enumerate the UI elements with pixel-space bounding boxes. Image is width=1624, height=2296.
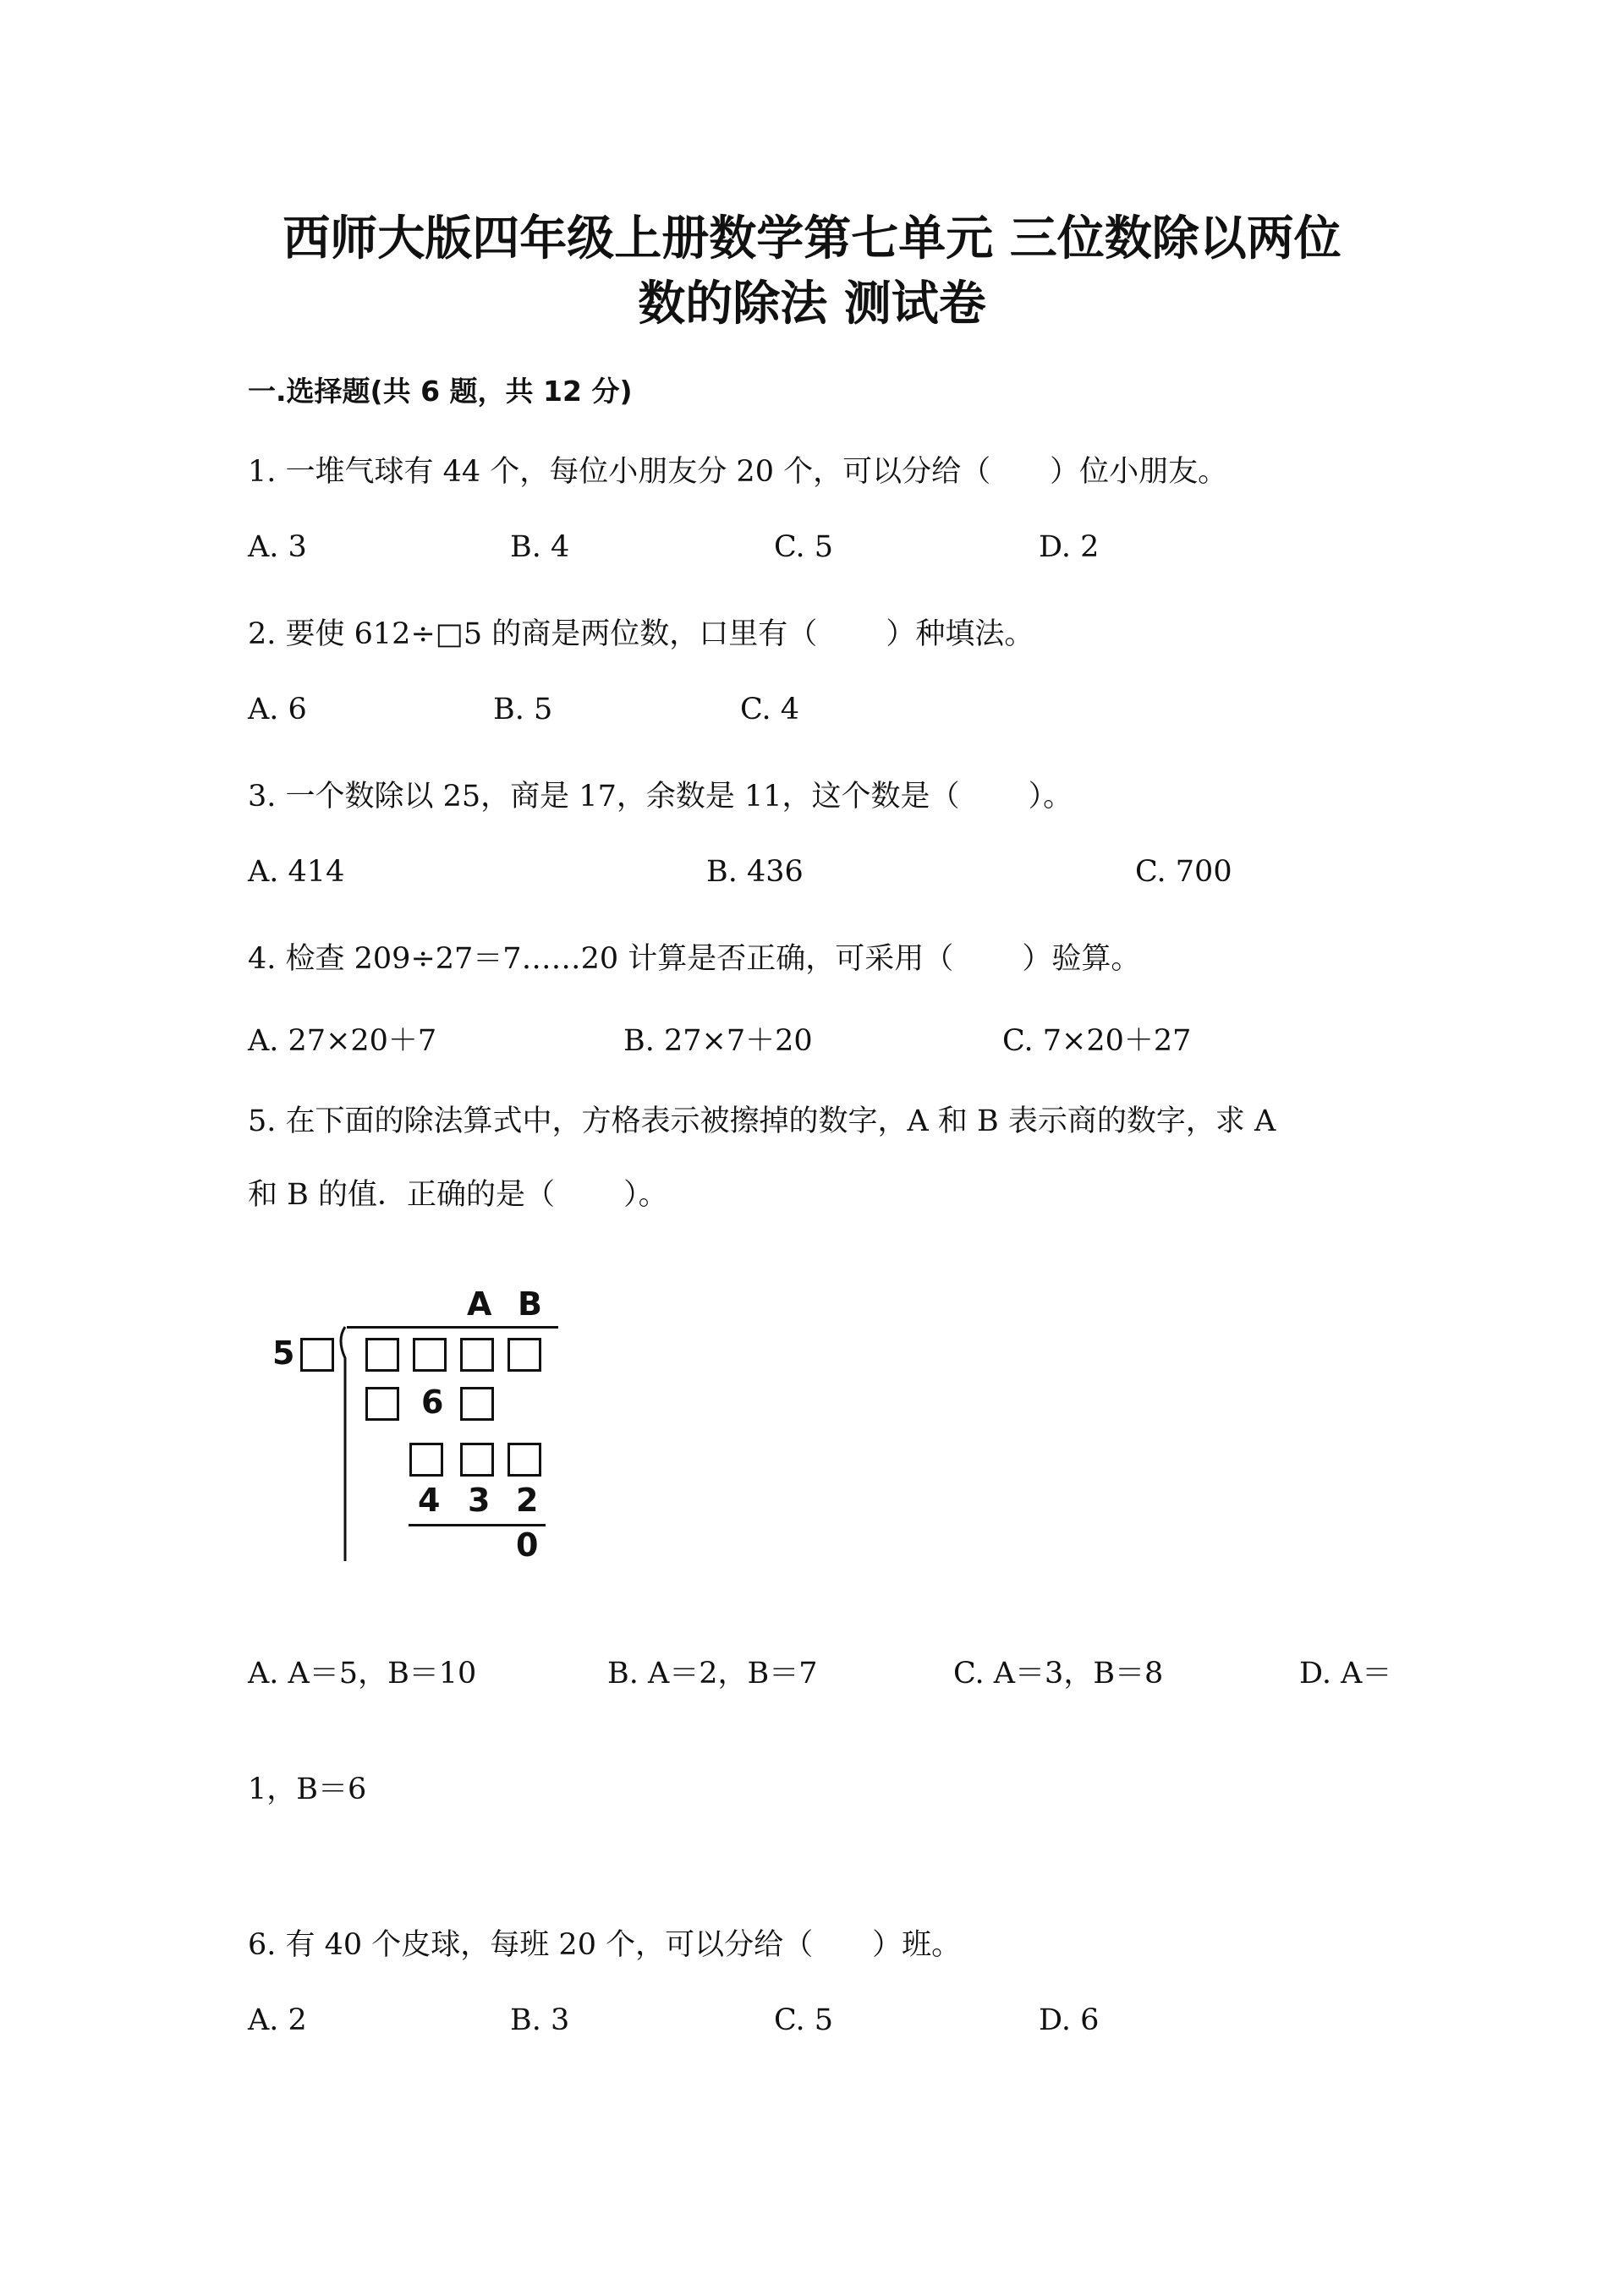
q5-option-c[interactable]: C. A＝3，B＝8 xyxy=(953,1657,1164,1690)
quotient-a: A xyxy=(467,1285,492,1323)
question-1: 1. 一堆气球有 44 个，每位小朋友分 20 个，可以分给（ ）位小朋友。 xyxy=(248,455,1228,489)
q3-option-b[interactable]: B. 436 xyxy=(706,855,804,889)
blank-box xyxy=(413,1338,447,1372)
section-heading: 一.选择题(共 6 题，共 12 分) xyxy=(248,375,633,408)
question-2: 2. 要使 612÷□5 的商是两位数，口里有（ ）种填法。 xyxy=(248,617,1034,651)
question-5-line1: 5. 在下面的除法算式中，方格表示被擦掉的数字，A 和 B 表示商的数字，求 A xyxy=(248,1104,1276,1138)
q1-option-b[interactable]: B. 4 xyxy=(510,530,570,564)
page-title-line2: 数的除法 测试卷 xyxy=(638,277,986,332)
q1-option-c[interactable]: C. 5 xyxy=(774,530,834,564)
sub-digit-2: 2 xyxy=(516,1482,539,1519)
q5-option-a[interactable]: A. A＝5，B＝10 xyxy=(248,1657,477,1690)
blank-box xyxy=(365,1338,399,1372)
q4-option-b[interactable]: B. 27×7＋20 xyxy=(623,1024,813,1058)
question-4: 4. 检查 209÷27＝7……20 计算是否正确，可采用（ ）验算。 xyxy=(248,942,1141,976)
blank-box xyxy=(508,1443,541,1477)
q2-option-c[interactable]: C. 4 xyxy=(740,693,800,726)
q3-option-a[interactable]: A. 414 xyxy=(248,855,345,889)
q4-option-c[interactable]: C. 7×20＋27 xyxy=(1002,1024,1192,1058)
sub-digit-3: 3 xyxy=(468,1482,491,1519)
blank-box xyxy=(300,1338,334,1372)
q6-option-d[interactable]: D. 6 xyxy=(1039,2003,1100,2037)
q6-option-a[interactable]: A. 2 xyxy=(248,2003,307,2037)
q1-option-d[interactable]: D. 2 xyxy=(1039,530,1100,564)
blank-box xyxy=(460,1443,494,1477)
division-bar xyxy=(347,1326,558,1329)
sub-digit-4: 4 xyxy=(418,1482,441,1519)
blank-box xyxy=(460,1338,494,1372)
q5-option-d-continued[interactable]: 1，B＝6 xyxy=(248,1773,367,1806)
division-bracket xyxy=(335,1324,355,1561)
q6-option-b[interactable]: B. 3 xyxy=(510,2003,570,2037)
q4-option-a[interactable]: A. 27×20＋7 xyxy=(248,1024,437,1058)
quotient-b: B xyxy=(518,1285,542,1323)
question-3: 3. 一个数除以 25，商是 17，余数是 11，这个数是（ ）。 xyxy=(248,780,1073,814)
blank-box xyxy=(508,1338,541,1372)
page-title-line1: 西师大版四年级上册数学第七单元 三位数除以两位 xyxy=(283,211,1341,266)
q2-option-b[interactable]: B. 5 xyxy=(493,693,553,726)
divisor-digit: 5 xyxy=(272,1334,295,1372)
blank-box xyxy=(365,1387,399,1421)
q2-option-a[interactable]: A. 6 xyxy=(248,693,307,726)
q6-option-c[interactable]: C. 5 xyxy=(774,2003,834,2037)
blank-box xyxy=(409,1443,443,1477)
q5-option-b[interactable]: B. A＝2，B＝7 xyxy=(607,1657,818,1690)
q5-option-d[interactable]: D. A＝ xyxy=(1299,1657,1392,1690)
remainder-digit: 0 xyxy=(516,1526,539,1564)
digit-6: 6 xyxy=(421,1384,444,1421)
question-5-line2: 和 B 的值．正确的是（ ）。 xyxy=(248,1178,668,1212)
question-6: 6. 有 40 个皮球，每班 20 个，可以分给（ ）班。 xyxy=(248,1928,962,1962)
q3-option-c[interactable]: C. 700 xyxy=(1135,855,1232,889)
blank-box xyxy=(460,1387,494,1421)
q1-option-a[interactable]: A. 3 xyxy=(248,530,307,564)
